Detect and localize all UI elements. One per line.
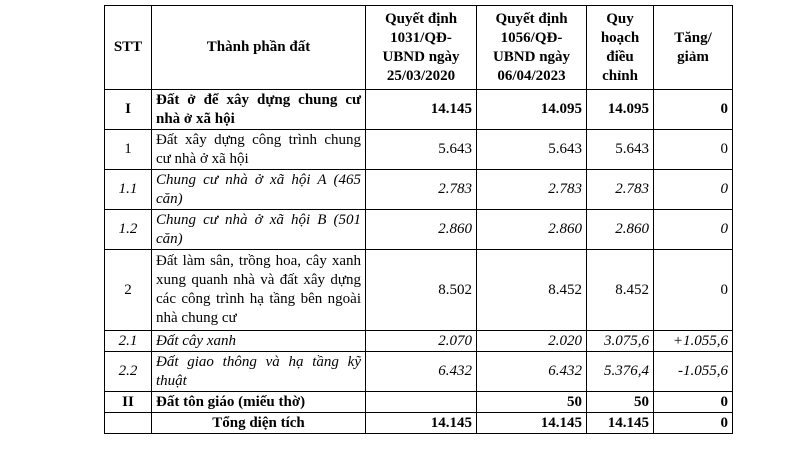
row-v3: 5.376,4	[587, 352, 654, 392]
row-v4: 0	[654, 90, 733, 130]
row-name: Chung cư nhà ở xã hội B (501 căn)	[152, 210, 366, 250]
row-name: Đất xây dựng công trình chung cư nhà ở xã hội	[152, 130, 366, 170]
row-v4: 0	[654, 250, 733, 331]
table-row	[105, 90, 733, 130]
row-v3: 3.075,6	[587, 331, 654, 352]
row-v2: 6.432	[477, 352, 587, 392]
row-stt: 1.2	[105, 210, 152, 250]
header-decision-1031: Quyết định 1031/QĐ-UBND ngày 25/03/2020	[366, 6, 477, 90]
row-v1: 2.070	[366, 331, 477, 352]
row-v3: 2.860	[587, 210, 654, 250]
table-row	[105, 170, 733, 210]
row-v4: 0	[654, 210, 733, 250]
table-row	[105, 250, 733, 331]
total-v2: 14.145	[477, 413, 587, 434]
table-row	[105, 352, 733, 392]
row-v1: 2.860	[366, 210, 477, 250]
header-adjusted-plan: Quy hoạch điều chỉnh	[587, 6, 654, 90]
table-row	[105, 130, 733, 170]
row-v1: 5.643	[366, 130, 477, 170]
row-v4: 0	[654, 130, 733, 170]
total-row	[105, 413, 733, 434]
row-name: Đất ở để xây dựng chung cư nhà ở xã hội	[152, 90, 366, 130]
table-row	[105, 392, 733, 413]
table-row	[105, 331, 733, 352]
row-v1: 14.145	[366, 90, 477, 130]
total-v3: 14.145	[587, 413, 654, 434]
row-v2: 14.095	[477, 90, 587, 130]
row-v4: 0	[654, 392, 733, 413]
row-v1: 2.783	[366, 170, 477, 210]
header-row	[105, 6, 733, 90]
row-v3: 8.452	[587, 250, 654, 331]
header-component: Thành phần đất	[152, 6, 366, 90]
header-stt: STT	[105, 6, 152, 90]
row-name: Đất tôn giáo (miếu thờ)	[152, 392, 366, 413]
row-stt: 1	[105, 130, 152, 170]
row-v4: +1.055,6	[654, 331, 733, 352]
row-stt: 2.2	[105, 352, 152, 392]
header-change: Tăng/ giảm	[654, 6, 733, 90]
row-v3: 2.783	[587, 170, 654, 210]
row-v3: 50	[587, 392, 654, 413]
total-label: Tổng diện tích	[152, 413, 366, 434]
row-stt: 2.1	[105, 331, 152, 352]
total-v1: 14.145	[366, 413, 477, 434]
row-v4: -1.055,6	[654, 352, 733, 392]
row-v1	[366, 392, 477, 413]
row-v4: 0	[654, 170, 733, 210]
row-name: Chung cư nhà ở xã hội A (465 căn)	[152, 170, 366, 210]
row-name: Đất làm sân, trồng hoa, cây xanh xung quanh nhà và đất xây dựng các công trình hạ tầng bên ngoài nhà chung cư	[152, 250, 366, 331]
header-decision-1056: Quyết định 1056/QĐ-UBND ngày 06/04/2023	[477, 6, 587, 90]
row-v2: 50	[477, 392, 587, 413]
row-stt: I	[105, 90, 152, 130]
row-name: Đất cây xanh	[152, 331, 366, 352]
row-v1: 6.432	[366, 352, 477, 392]
row-name: Đất giao thông và hạ tầng kỹ thuật	[152, 352, 366, 392]
row-v2: 8.452	[477, 250, 587, 331]
total-stt	[105, 413, 152, 434]
row-v2: 2.783	[477, 170, 587, 210]
table-row	[105, 210, 733, 250]
row-v2: 2.860	[477, 210, 587, 250]
row-stt: 2	[105, 250, 152, 331]
row-v3: 14.095	[587, 90, 654, 130]
land-use-table	[104, 5, 733, 434]
row-v3: 5.643	[587, 130, 654, 170]
total-v4: 0	[654, 413, 733, 434]
row-v2: 5.643	[477, 130, 587, 170]
row-v1: 8.502	[366, 250, 477, 331]
row-stt: II	[105, 392, 152, 413]
row-stt: 1.1	[105, 170, 152, 210]
row-v2: 2.020	[477, 331, 587, 352]
